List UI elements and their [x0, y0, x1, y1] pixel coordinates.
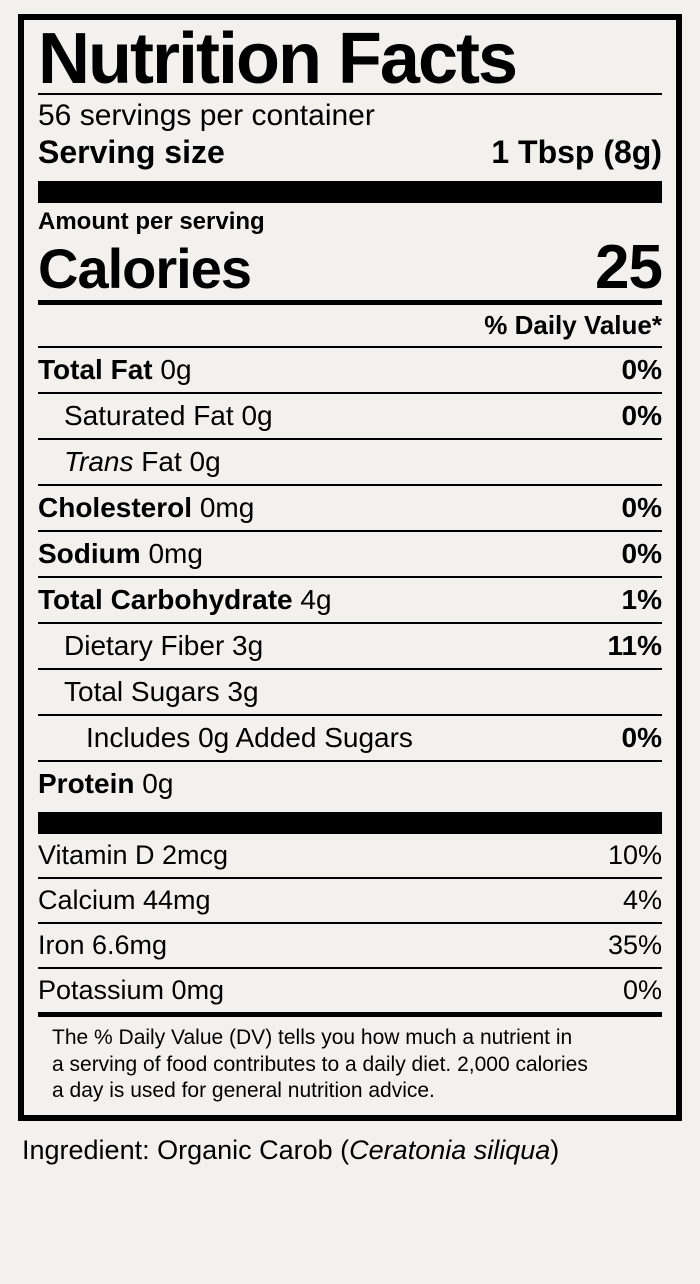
footnote-line: a serving of food contributes to a daily diet. 2,000 calories — [52, 1052, 588, 1076]
nutrient-row — [38, 392, 662, 438]
nutrient-amount: 0g — [241, 399, 273, 431]
nutrient-daily-value: 0% — [621, 537, 662, 569]
nutrient-name — [86, 722, 413, 754]
nutrient-amount: 3g — [232, 629, 264, 661]
vitamin-row — [38, 834, 662, 877]
serving-size-label: Serving size — [38, 134, 225, 171]
nutrient-daily-value: 0% — [621, 399, 662, 431]
nutrient-row — [38, 346, 662, 392]
nutrient-daily-value: 11% — [607, 629, 662, 661]
nutrient-label: Trans — [64, 445, 134, 477]
divider-thick-band-2 — [38, 812, 662, 834]
nutrient-name — [64, 400, 273, 432]
nutrient-label: Saturated Fat — [64, 399, 234, 431]
vitamin-daily-value: 35% — [607, 929, 662, 960]
vitamin-daily-value: 10% — [607, 839, 662, 870]
nutrient-amount: 0mg — [148, 537, 203, 569]
nutrient-name — [38, 354, 192, 386]
footnote-line: a day is used for general nutrition advice. — [52, 1079, 435, 1103]
calories-row — [38, 233, 662, 303]
vitamin-name: Potassium 0mg — [38, 974, 225, 1005]
nutrient-name — [38, 492, 254, 524]
nutrient-name — [64, 630, 263, 662]
calories-label: Calories — [38, 237, 251, 301]
nutrient-daily-value: 0% — [621, 491, 662, 523]
nutrient-name — [64, 446, 221, 478]
nutrient-name — [38, 538, 203, 570]
nutrient-name — [38, 768, 173, 800]
footnote-line: The % Daily Value (DV) tells you how much a nutrient in — [52, 1025, 573, 1049]
nutrient-label: Includes — [86, 721, 191, 753]
nutrient-name — [38, 584, 332, 616]
nutrient-row — [38, 576, 662, 622]
ingredient-scientific-name: Ceratonia siliqua — [349, 1135, 551, 1166]
nutrient-row — [38, 668, 662, 714]
nutrient-row — [38, 622, 662, 668]
nutrient-label: Dietary Fiber — [64, 629, 225, 661]
nutrient-amount: 4g — [300, 583, 332, 615]
nutrient-row — [38, 438, 662, 484]
nutrient-row — [38, 530, 662, 576]
nutrient-amount: 0g — [142, 767, 174, 799]
vitamin-row — [38, 922, 662, 967]
vitamin-row — [38, 967, 662, 1012]
nutrient-daily-value: 0% — [621, 353, 662, 385]
nutrient-label: Total Fat — [38, 353, 153, 385]
vitamin-name: Vitamin D 2mcg — [38, 839, 229, 870]
nutrient-daily-value: 1% — [621, 583, 662, 615]
nutrient-label: Protein — [38, 767, 135, 799]
nutrient-amount: 0g Added Sugars — [198, 721, 413, 753]
nutrient-label: Total Sugars — [64, 675, 220, 707]
serving-size-row — [38, 133, 662, 175]
nutrient-row — [38, 760, 662, 806]
ingredient-suffix: ) — [550, 1135, 560, 1166]
vitamin-row — [38, 877, 662, 922]
nutrient-amount: 0mg — [199, 491, 255, 523]
nutrient-label: Total Carbohydrate — [38, 583, 293, 615]
daily-value-footnote — [38, 1017, 662, 1108]
ingredient-statement — [18, 1121, 682, 1166]
nutrient-amount: 3g — [227, 675, 259, 707]
nutrient-row — [38, 484, 662, 530]
nutrient-name — [64, 676, 259, 708]
nutrient-list — [38, 346, 662, 806]
vitamin-daily-value: 4% — [622, 884, 662, 915]
vitamin-daily-value: 0% — [622, 974, 662, 1005]
serving-size-value: 1 Tbsp (8g) — [491, 134, 662, 171]
servings-per-container: 56 servings per container — [38, 98, 375, 132]
amount-per-serving-label: Amount per serving — [38, 208, 265, 236]
nutrient-amount: Fat 0g — [141, 445, 221, 477]
calories-value: 25 — [595, 233, 662, 303]
daily-value-header: % Daily Value* — [484, 309, 662, 340]
nutrient-label: Sodium — [38, 537, 141, 569]
vitamin-name: Calcium 44mg — [38, 884, 211, 915]
ingredient-prefix: Ingredient: Organic Carob ( — [22, 1135, 350, 1166]
page-title: Nutrition Facts — [38, 19, 517, 99]
vitamin-list — [38, 834, 662, 1012]
nutrient-daily-value: 0% — [621, 721, 662, 753]
nutrient-label: Cholesterol — [38, 491, 193, 523]
divider-thick-band — [38, 181, 662, 203]
nutrient-amount: 0g — [160, 353, 192, 385]
nutrition-facts-panel — [18, 14, 682, 1121]
vitamin-name: Iron 6.6mg — [38, 929, 168, 960]
nutrient-row — [38, 714, 662, 760]
